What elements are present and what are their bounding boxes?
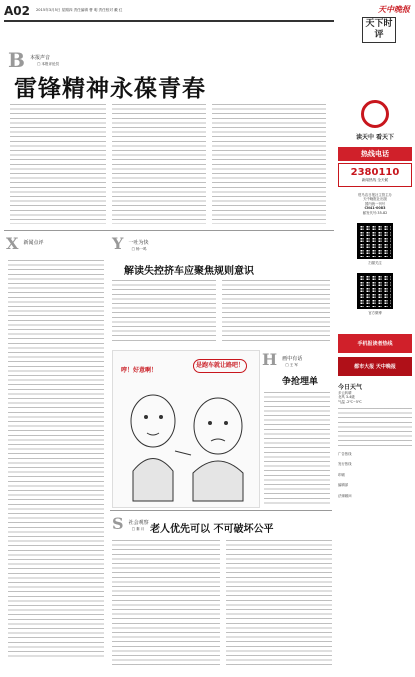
- sidebar-ad-2: 都市大报 天中晚报: [338, 357, 412, 376]
- bottom-headline: 老人优先可以 不可破坏公平: [150, 524, 274, 535]
- cn-code-value: CN41-0083: [364, 206, 386, 211]
- mid-body-col2: [222, 280, 330, 344]
- right-body: [264, 392, 330, 504]
- page-code: A02: [4, 4, 30, 18]
- tag-name-h: 画中有话: [282, 356, 303, 362]
- tag-author-s: □ 秦 月: [131, 527, 145, 531]
- tag-letter-h: H: [262, 350, 278, 369]
- tag-letter-x: X: [6, 234, 19, 253]
- tag-letter-y: Y: [112, 234, 124, 253]
- mid-body-col1: [112, 280, 216, 344]
- column-letter: B: [8, 48, 25, 72]
- right-headline: 争抢埋单: [282, 377, 319, 387]
- meta-line: 2015年3月5日 星期四 责任编辑 曹 明 责任校对 戴 红: [36, 8, 123, 12]
- staff-box: [338, 452, 412, 498]
- column-tag-yitu: [112, 234, 169, 253]
- tag-author-h: □ 王 军: [285, 363, 298, 367]
- bottom-body-col1: [112, 540, 220, 666]
- lead-headline: 雷锋精神永葆青春: [14, 75, 206, 102]
- mid-headline: 解读失控挤车应聚焦规则意识: [124, 266, 254, 277]
- masthead-logo: [340, 4, 410, 40]
- hotline-box: [338, 163, 412, 187]
- cartoon: [112, 350, 260, 508]
- tag-letter-s: S: [112, 514, 124, 533]
- column-tag-huazhong: [262, 350, 320, 369]
- sidebar-logo-icon: [361, 100, 389, 128]
- left-col-body: [8, 260, 104, 660]
- bottom-body-col2: [226, 540, 332, 666]
- logo-text: 天中晚报: [378, 4, 410, 14]
- staff-line-4: 编辑部: [338, 483, 349, 488]
- column-tag-xinwen: [6, 234, 44, 253]
- staff-line-1: 广告热线: [338, 452, 352, 457]
- hotline-sub: 新闻热线 全天候: [361, 178, 389, 182]
- qr1-label: 扫描关注: [368, 261, 382, 266]
- sidebar-slogan: 读天中 看天下: [355, 134, 395, 141]
- column-name: 本报声音: [30, 55, 51, 61]
- tag-name-y: 一吐为快: [128, 240, 149, 246]
- weather-detail: [338, 408, 412, 448]
- cartoon-drawing-icon: [113, 351, 259, 507]
- postal-code: 邮发代号:35-82: [362, 210, 388, 215]
- qr2-label: 官方微博: [368, 311, 382, 316]
- tag-name-x: 新闻点评: [23, 240, 44, 246]
- publisher: 驻马店日报社主管主办: [358, 193, 392, 197]
- lead-body-col2: [112, 104, 206, 224]
- column-tag-benbao: [8, 48, 77, 72]
- weather-line-3: 气温 -2℃~5℃: [338, 399, 362, 404]
- tag-name-s: 社会观察: [128, 520, 149, 526]
- section-name: 天下时评: [362, 17, 396, 43]
- weather-line-2: 北风 3-4级: [338, 395, 355, 400]
- staff-line-2: 发行热线: [338, 462, 352, 467]
- sidebar: [338, 100, 412, 670]
- bottom-divider: [110, 510, 332, 511]
- section-divider: [4, 230, 334, 231]
- weather-title: 今日天气: [338, 383, 363, 391]
- qr-code-weibo-icon: [357, 273, 393, 309]
- weather-box: [338, 382, 412, 404]
- tag-author-y: □ 杨一鸣: [131, 247, 147, 251]
- weather-line-1: 多云转晴: [338, 390, 352, 395]
- sidebar-ad-1: 手机报读者热线: [338, 334, 412, 353]
- staff-line-5: 法律顾问: [338, 493, 352, 498]
- lead-body-col3: [212, 104, 326, 224]
- qr-code-icon: [357, 223, 393, 259]
- cn-code-label: 国内统一刊号: [364, 201, 386, 206]
- cartoon-speech-2: 是跑车就让路吧！: [193, 359, 247, 373]
- staff-line-3: 印刷: [338, 472, 345, 477]
- column-author: □ 本报评论员: [37, 62, 60, 66]
- cartoon-speech-1: 哼！好意啊！: [121, 367, 158, 374]
- paper-name: 天中晚报社出版: [363, 197, 387, 202]
- masthead-rule: [4, 20, 334, 22]
- hotline-title: 热线电话: [338, 147, 412, 161]
- hotline-number: 2380110: [350, 167, 400, 178]
- lead-body-col1: [10, 104, 106, 224]
